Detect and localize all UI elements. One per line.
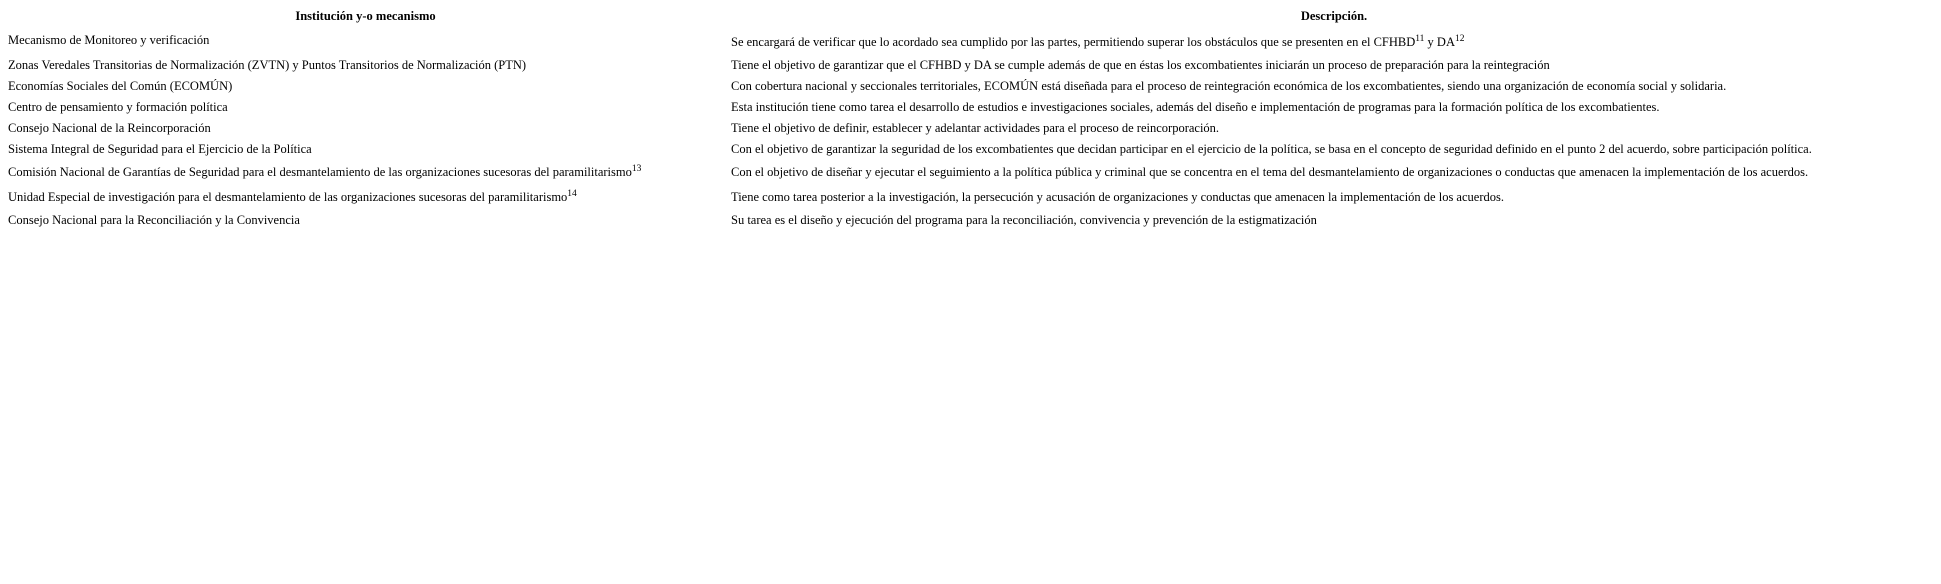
header-description: Descripción. (1300, 9, 1368, 23)
institution-text: Comisión Nacional de Garantías de Seguridad para el desmantelamiento de las organizaciones sucesoras del paramilitarismo (8, 165, 632, 179)
footnote-ref: 12 (1454, 33, 1465, 44)
table-header (4, 5, 1941, 30)
footnote-ref: 11 (1415, 33, 1425, 44)
description-cell: Tiene como tarea posterior a la investigación, la persecución y acusación de organizaciones y conductas que amenacen la implementación de los acuerdos. (731, 190, 1504, 204)
institution-cell: Sistema Integral de Seguridad para el Ejercicio de la Política (8, 142, 312, 156)
table-row (4, 30, 1941, 55)
description-cell (727, 30, 1941, 55)
header-institution: Institución y-o mecanismo (295, 9, 436, 23)
institution-text: Unidad Especial de investigación para el desmantelamiento de las organizaciones sucesoras del paramilitarismo (8, 190, 568, 204)
description-cell: Esta institución tiene como tarea el desarrollo de estudios e investigaciones sociales, además del diseño e implementación de programas para la formación política de los excombatientes. (731, 100, 1660, 114)
institution-cell: Zonas Veredales Transitorias de Normalización (ZVTN) y Puntos Transitorios de Normalización (PTN) (8, 58, 527, 72)
institution-cell (4, 185, 727, 210)
footnote-ref: 13 (631, 163, 642, 174)
table-row (4, 185, 1941, 210)
institution-cell (4, 160, 727, 185)
header-row (4, 5, 1941, 30)
footnote-ref: 14 (567, 188, 577, 199)
table-row (4, 76, 1941, 97)
description-cell: Su tarea es el diseño y ejecución del programa para la reconciliación, convivencia y prevención de la estigmatización (731, 213, 1317, 227)
table-row (4, 118, 1941, 139)
institution-cell (4, 30, 727, 55)
table-row (4, 139, 1941, 160)
table-body (4, 30, 1941, 231)
institutions-table (4, 5, 1941, 231)
table-row (4, 97, 1941, 118)
description-cell: Con el objetivo de garantizar la seguridad de los excombatientes que decidan participar en el ejercicio de la política, se basa en el concepto de seguridad definido en el punto 2 del acuerdo, sobre participación política. (731, 142, 1812, 156)
institution-cell: Consejo Nacional para la Reconciliación y la Convivencia (8, 213, 300, 227)
description-cell: Con el objetivo de diseñar y ejecutar el seguimiento a la política pública y criminal que se concentra en el tema del desmantelamiento de organizaciones o conductas que amenacen la implementación de los acuerdos. (731, 165, 1809, 179)
table-row (4, 55, 1941, 76)
institution-text: Mecanismo de Monitoreo y verificación (8, 33, 210, 47)
description-text: Se encargará de verificar que lo acordado sea cumplido por las partes, permitiendo superar los obstáculos que se presenten en el CFHBD (731, 35, 1416, 49)
description-cell: Tiene el objetivo de definir, establecer y adelantar actividades para el proceso de reincorporación. (731, 121, 1220, 135)
description-cell: Con cobertura nacional y seccionales territoriales, ECOMÚN está diseñada para el proceso de reintegración económica de los excombatientes, siendo una organización de economía social y solidaria. (731, 79, 1727, 93)
institution-cell: Consejo Nacional de la Reincorporación (8, 121, 211, 135)
table-row (4, 160, 1941, 185)
institution-cell: Centro de pensamiento y formación política (8, 100, 228, 114)
table-row (4, 210, 1941, 231)
institution-cell: Economías Sociales del Común (ECOMÚN) (8, 79, 233, 93)
description-cell: Tiene el objetivo de garantizar que el CFHBD y DA se cumple además de que en éstas los excombatientes iniciarán un proceso de preparación para la reintegración (731, 58, 1550, 72)
description-text-continued: y DA (1424, 35, 1455, 49)
